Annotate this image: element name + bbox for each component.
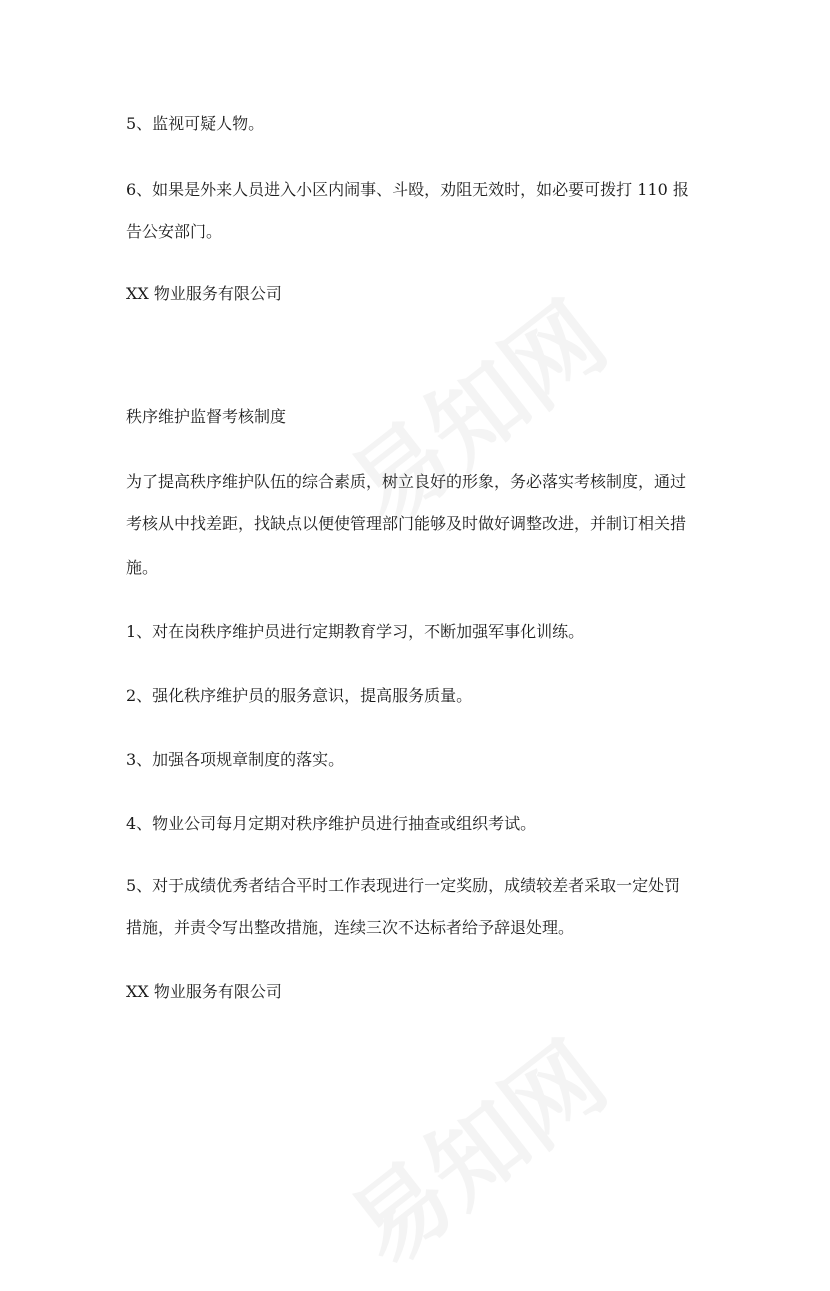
intro-paragraph-line3: 施。 (126, 558, 159, 577)
company-signature-1: XX 物业服务有限公司 (126, 284, 282, 303)
list-item-6-line2: 告公安部门。 (126, 222, 223, 241)
intro-paragraph-line2: 考核从中找差距，找缺点以便使管理部门能够及时做好调整改进，并制订相关措 (126, 514, 687, 533)
rule-item-2: 2、强化秩序维护员的服务意识，提高服务质量。 (126, 686, 473, 705)
rule-item-4: 4、物业公司每月定期对秩序维护员进行抽查或组织考试。 (126, 814, 537, 833)
company-signature-2: XX 物业服务有限公司 (126, 982, 282, 1001)
rule-item-5-line1: 5、对于成绩优秀者结合平时工作表现进行一定奖励，成绩较差者采取一定处罚 (126, 876, 681, 895)
list-item-5-monitor: 5、监视可疑人物。 (126, 114, 265, 133)
intro-paragraph-line1: 为了提高秩序维护队伍的综合素质，树立良好的形象，务必落实考核制度，通过 (126, 472, 687, 491)
rule-item-3: 3、加强各项规章制度的落实。 (126, 750, 345, 769)
watermark-lower (318, 1006, 629, 1291)
list-item-6-line1: 6、如果是外来人员进入小区内闹事、斗殴，劝阻无效时，如必要可拨打 110 报 (126, 180, 689, 199)
section-title: 秩序维护监督考核制度 (126, 407, 287, 426)
rule-item-5-line2: 措施，并责令写出整改措施，连续三次不达标者给予辞退处理。 (126, 918, 575, 937)
rule-item-1: 1、对在岗秩序维护员进行定期教育学习，不断加强军事化训练。 (126, 622, 585, 641)
